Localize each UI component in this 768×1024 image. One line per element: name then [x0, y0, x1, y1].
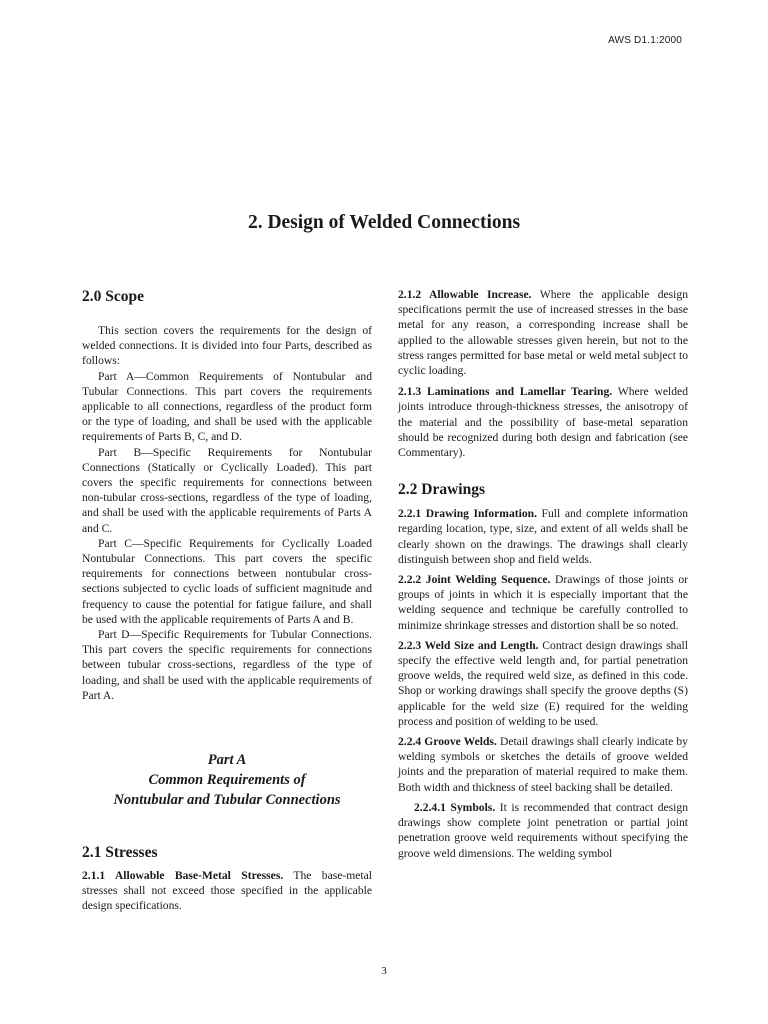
part-c-paragraph: Part C—Specific Requirements for Cyclically Loaded Nontubular Connections. This part covers the specific requirements for connections between nontubular cross-sections subjected to cyclic loads of sufficient magnitude and frequency to cause the potential for fatigue failure, and shall be used with the applicable requirements of Parts A and B. — [82, 536, 372, 626]
run-in-heading-2-1-1: 2.1.1 Allowable Base-Metal Stresses. — [82, 869, 284, 883]
paragraph-2-2-2 — [398, 572, 688, 633]
paragraph-2-2-1 — [398, 506, 688, 567]
section-heading-drawings: 2.2 Drawings — [398, 481, 485, 499]
part-a-heading-line-2: Common Requirements of — [148, 772, 306, 789]
part-a-heading-line-1: Part A — [207, 752, 247, 769]
paragraph-2-2-3 — [398, 638, 688, 729]
running-head: AWS D1.1:2000 — [608, 35, 682, 46]
run-in-heading-2-2-3: 2.2.3 Weld Size and Length. — [398, 638, 539, 652]
run-in-heading-2-1-2: 2.1.2 Allowable Increase. — [398, 288, 532, 301]
paragraph-2-1-2 — [398, 287, 688, 378]
body-2-2-3: Contract design drawings shall specify the effective weld length and, for partial penetration groove welds, the required weld size, as defined in this code. Shop or working drawings shall specify the groove depths (S) applicable for the weld size (E) required for the welding process and position of welding to be used. — [398, 638, 689, 728]
run-in-heading-2-2-2: 2.2.2 Joint Welding Sequence. — [398, 573, 551, 587]
part-b-paragraph: Part B—Specific Requirements for Nontubular Connections (Statically or Cyclically Loaded). This part covers the specific requirements for connections between non-tubular cross-sections, regardless of the type of loading, and shall be used with the applicable requirements of Parts A and C. — [82, 445, 372, 535]
run-in-heading-2-2-4-1: 2.2.4.1 Symbols. — [414, 800, 496, 814]
left-column — [82, 287, 372, 914]
body-2-2-4: Detail drawings shall clearly indicate by welding symbols or sketches the details of groove welded joints and the preparation of material required to make them. Both width and thickness of steel backing shall be detailed. — [398, 735, 688, 794]
body-2-1-3: Where welded joints introduce through-thickness stresses, the anisotropy of the material and the possibility of base-metal separation should be recognized during both design and fabrication (see Commentary). — [398, 385, 688, 460]
right-column — [398, 287, 688, 861]
section-heading-scope: 2.0 Scope — [82, 288, 144, 305]
body-2-2-2: Drawings of those joints or groups of joints in which it is especially important that the welding sequence and technique be carefully controlled to minimize shrinkage stresses and distortion shall be so noted. — [398, 573, 688, 632]
paragraph-2-2-4-1 — [398, 800, 688, 861]
part-a-heading — [82, 750, 372, 810]
body-2-2-1: Full and complete information regarding location, type, size, and extent of all welds shall be clearly shown on the drawings. The drawings shall clearly distinguish between shop and field welds. — [398, 507, 688, 566]
chapter-title: 2. Design of Welded Connections — [247, 212, 521, 233]
paragraph-2-2-4 — [398, 734, 688, 795]
body-2-1-2: Where the applicable design specifications permit the use of increased stresses in the base metal for any reason, a corresponding increase shall be applied to the allowable stresses given herein, but not to the stress ranges permitted for base metal or weld metal subject to cyclic loading. — [398, 288, 688, 378]
part-a-paragraph: Part A—Common Requirements of Nontubular and Tubular Connections. This part covers the requirements applicable to all connections, regardless of the product form or the type of loading, and shall be used with the applicable requirements of Parts B, C, and D. — [82, 369, 372, 444]
paragraph-2-1-3 — [398, 384, 688, 460]
paragraph-2-1-1 — [82, 868, 372, 914]
section-heading-stresses: 2.1 Stresses — [82, 844, 158, 862]
page-number: 3 — [381, 965, 387, 977]
part-d-paragraph: Part D—Specific Requirements for Tubular Connections. This part covers the specific requirements for connections between tubular cross-sections, regardless of the type of loading, and shall be used with the applicable requirements of Part A. — [82, 628, 372, 702]
scope-intro-paragraph: This section covers the requirements for the design of welded connections. It is divided into four Parts, described as follows: — [82, 324, 372, 368]
run-in-heading-2-2-4: 2.2.4 Groove Welds. — [398, 735, 497, 749]
body-2-1-1: The base-metal stresses shall not exceed those specified in the applicable design specifications. — [82, 869, 372, 913]
run-in-heading-2-2-1: 2.2.1 Drawing Information. — [398, 507, 537, 521]
part-a-heading-line-3: Nontubular and Tubular Connections — [113, 792, 341, 809]
run-in-heading-2-1-3: 2.1.3 Laminations and Lamellar Tearing. — [398, 385, 613, 399]
body-2-2-4-1: It is recommended that contract design drawings show complete joint penetration or partial joint penetration groove weld requirements without specifying the groove weld dimensions. The welding symbol — [398, 800, 688, 860]
